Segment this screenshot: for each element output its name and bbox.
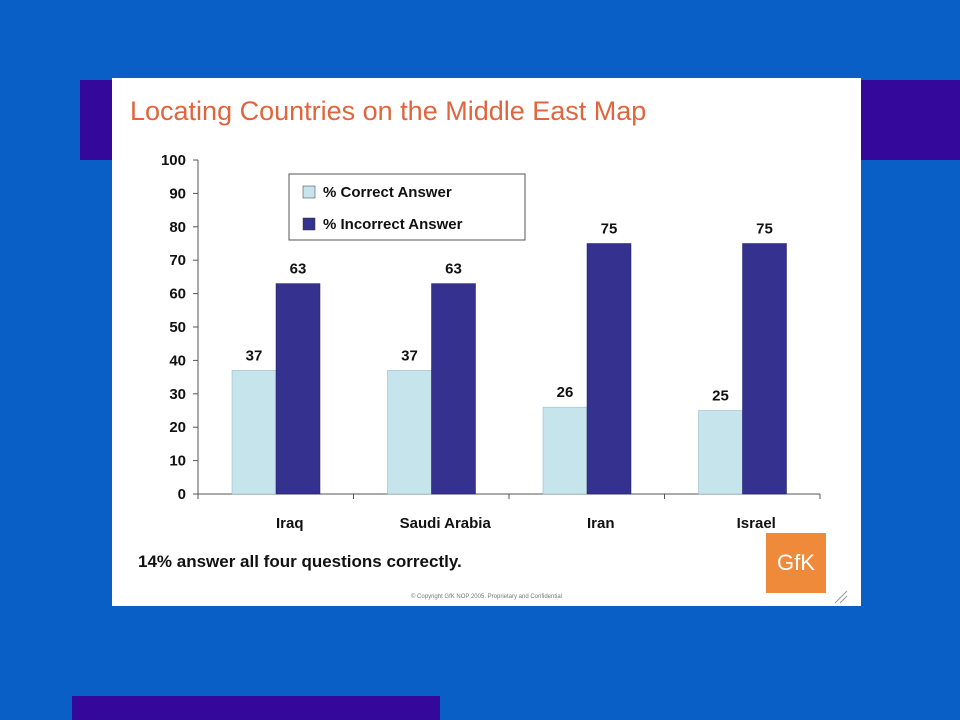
y-tick-label: 10 (169, 452, 186, 470)
legend-swatch (303, 186, 315, 198)
decor-block-top-right (850, 80, 960, 160)
data-label: 75 (600, 220, 618, 238)
chart-panel (112, 78, 861, 606)
bar-incorrect (587, 244, 631, 495)
bar-correct (543, 407, 587, 494)
chart-labels (246, 221, 776, 533)
bar-incorrect (432, 284, 476, 494)
y-tick-label: 60 (169, 285, 186, 303)
x-category-label: Israel (736, 515, 776, 532)
data-label: 63 (289, 260, 307, 278)
x-category-label: Iran (586, 515, 615, 532)
copyright-notice: © Copyright GfK NOP 2005. Proprietary and Confidential (410, 594, 563, 600)
bar-incorrect (276, 284, 320, 494)
chart-bars (232, 244, 787, 495)
y-tick-label: 40 (169, 352, 186, 370)
y-tick-label: 20 (169, 419, 186, 437)
y-tick-label: 50 (169, 319, 186, 336)
gfk-logo: GfK (766, 533, 826, 593)
data-label: 75 (756, 220, 773, 238)
footnote: 14% answer all four questions correctly. (138, 552, 462, 571)
chart-legend (289, 174, 525, 240)
legend-label: % Incorrect Answer (323, 216, 463, 233)
decor-block-bottom (72, 696, 440, 720)
y-tick-label: 100 (160, 152, 186, 169)
resize-grip-icon (832, 588, 848, 604)
data-label: 37 (401, 347, 418, 365)
legend-label: % Correct Answer (323, 184, 452, 201)
bar-chart (112, 78, 861, 606)
bar-correct (388, 370, 432, 494)
x-category-label: Saudi Arabia (399, 515, 491, 532)
bar-incorrect (743, 244, 787, 495)
data-label: 37 (245, 347, 263, 365)
y-tick-label: 0 (177, 486, 186, 503)
y-tick-label: 80 (169, 218, 186, 236)
bar-correct (699, 411, 743, 495)
data-label: 63 (445, 260, 462, 278)
legend-swatch (303, 218, 315, 230)
x-category-label: Iraq (275, 515, 304, 532)
bar-correct (232, 370, 276, 494)
data-label: 25 (712, 387, 729, 405)
y-tick-label: 30 (169, 385, 186, 403)
chart-title: Locating Countries on the Middle East Map (130, 96, 647, 126)
y-tick-label: 90 (169, 185, 186, 203)
data-label: 26 (556, 384, 574, 402)
y-tick-label: 70 (169, 252, 186, 270)
